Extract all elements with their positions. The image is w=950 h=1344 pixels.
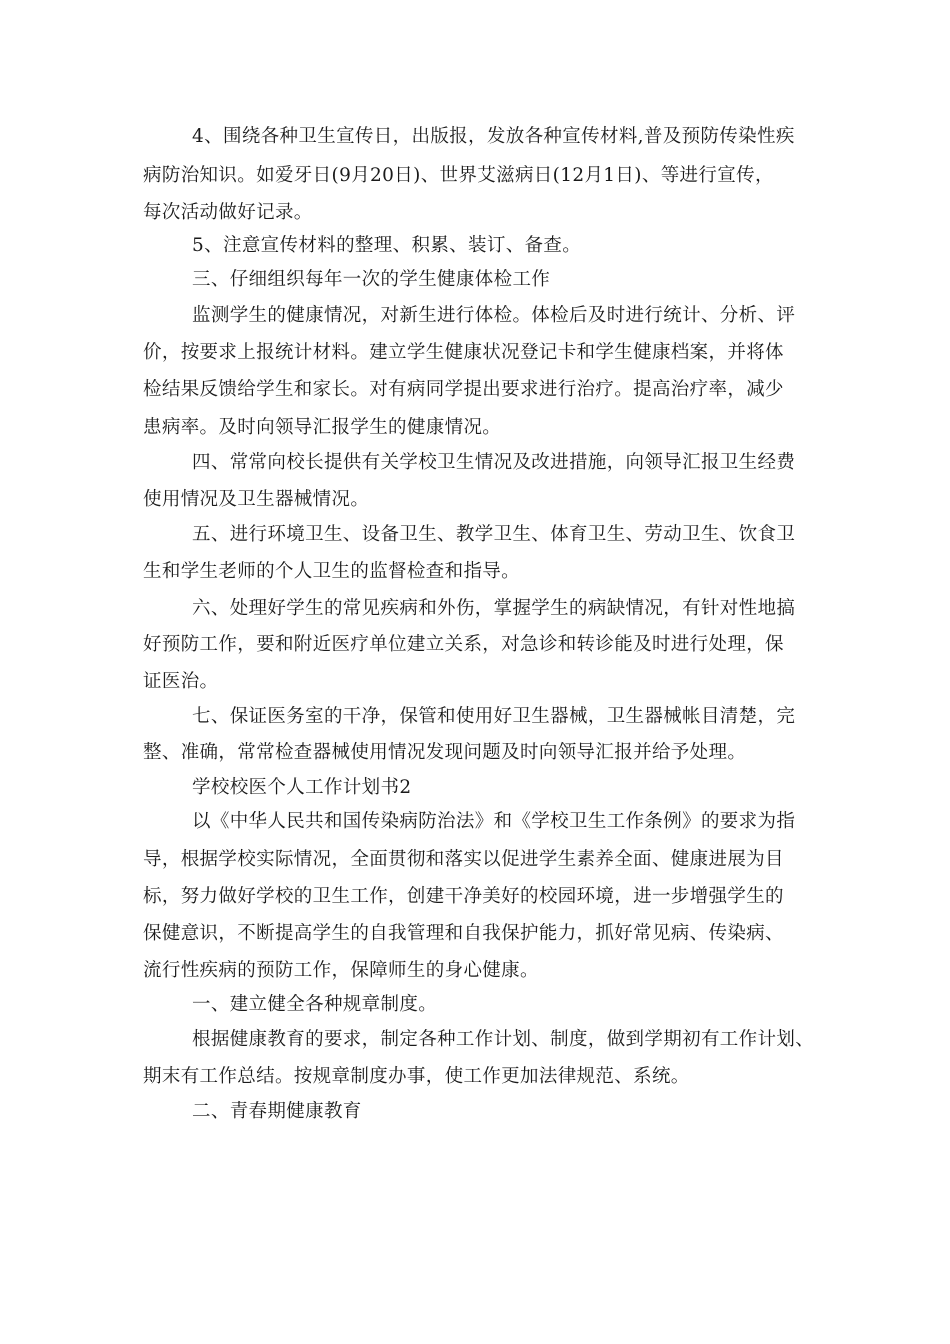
text-line: 保健意识，不断提高学生的自我管理和自我保护能力，抓好常见病、传染病、	[143, 923, 784, 944]
text-line: 使用情况及卫生器械情况。	[143, 489, 370, 510]
text-line: 价，按要求上报统计材料。建立学生健康状况登记卡和学生健康档案，并将体	[143, 342, 784, 363]
text-line: 证医治。	[143, 671, 219, 692]
text-line: 七、保证医务室的干净，保管和使用好卫生器械，卫生器械帐目清楚，完	[192, 706, 796, 727]
text-line: 期末有工作总结。按规章制度办事，使工作更加法律规范、系统。	[143, 1066, 690, 1087]
text-line: 流行性疾病的预防工作，保障师生的身心健康。	[143, 960, 539, 981]
text-line: 四、常常向校长提供有关学校卫生情况及改进措施，向领导汇报卫生经费	[192, 452, 796, 473]
text-line: 标，努力做好学校的卫生工作，创建干净美好的校园环境，进一步增强学生的	[143, 886, 784, 907]
text-line: 5、注意宣传材料的整理、积累、装订、备查。	[192, 235, 582, 256]
text-line: 六、处理好学生的常见疾病和外伤，掌握学生的病缺情况，有针对性地搞	[192, 598, 796, 619]
text-line: 五、进行环境卫生、设备卫生、教学卫生、体育卫生、劳动卫生、饮食卫	[192, 524, 796, 545]
text-line: 好预防工作，要和附近医疗单位建立关系，对急诊和转诊能及时进行处理，保	[143, 634, 784, 655]
text-line: 4、围绕各种卫生宣传日，出版报，发放各种宣传材料,普及预防传染性疾	[192, 126, 795, 147]
section-heading: 三、仔细组织每年一次的学生健康体检工作	[192, 269, 551, 290]
text-line: 导，根据学校实际情况，全面贯彻和落实以促进学生素养全面、健康进展为目	[143, 849, 784, 870]
text-line: 根据健康教育的要求，制定各种工作计划、制度，做到学期初有工作计划、	[192, 1029, 815, 1050]
section-heading: 二、青春期健康教育	[192, 1101, 362, 1122]
section-heading: 一、建立健全各种规章制度。	[192, 994, 438, 1015]
text-line: 生和学生老师的个人卫生的监督检查和指导。	[143, 561, 521, 582]
text-line: 患病率。及时向领导汇报学生的健康情况。	[143, 417, 502, 438]
text-line: 病防治知识。如爱牙日(9月20日)、世界艾滋病日(12月1日)、等进行宣传，	[143, 165, 774, 186]
text-line: 整、准确，常常检查器械使用情况发现问题及时向领导汇报并给予处理。	[143, 742, 747, 763]
document-subtitle: 学校校医个人工作计划书2	[192, 777, 412, 798]
text-line: 监测学生的健康情况，对新生进行体检。体检后及时进行统计、分析、评	[192, 305, 796, 326]
text-line: 每次活动做好记录。	[143, 202, 313, 223]
text-line: 以《中华人民共和国传染病防治法》和《学校卫生工作条例》的要求为指	[192, 811, 796, 832]
text-line: 检结果反馈给学生和家长。对有病同学提出要求进行治疗。提高治疗率，减少	[143, 379, 784, 400]
